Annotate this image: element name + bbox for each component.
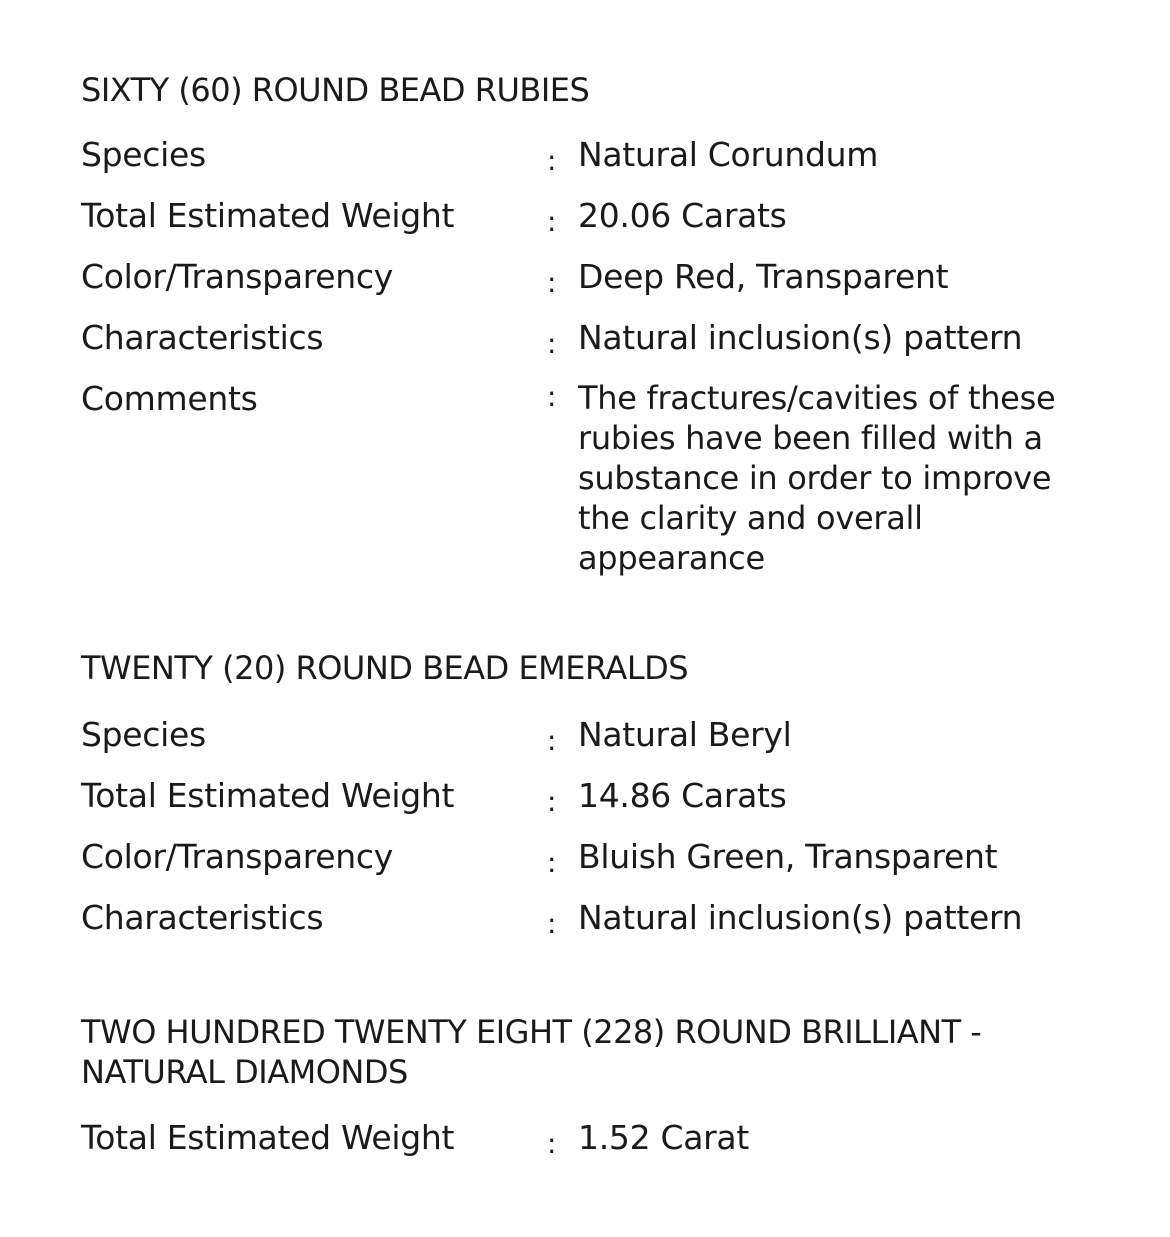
comments-line: appearance (578, 539, 765, 577)
field-label: Characteristics (81, 318, 324, 357)
comments-line: rubies have been filled with a (578, 419, 1043, 457)
row-total-weight (0, 194, 1170, 238)
field-label: Species (81, 715, 206, 754)
field-separator: : (547, 327, 557, 360)
field-separator: : (547, 907, 557, 940)
field-separator: : (547, 266, 557, 299)
field-label: Total Estimated Weight (81, 776, 455, 815)
section-title-diamonds-line-1: TWO HUNDRED TWENTY EIGHT (228) ROUND BRILLIANT - (81, 1013, 982, 1051)
comments-text (578, 378, 1138, 578)
row-species (0, 133, 1170, 177)
section-title-diamonds-line-2: NATURAL DIAMONDS (81, 1053, 408, 1091)
field-value: 20.06 Carats (578, 196, 787, 235)
field-value: Deep Red, Transparent (578, 257, 949, 296)
field-value: Natural Corundum (578, 135, 879, 174)
row-color-transparency (0, 835, 1170, 879)
field-separator: : (547, 144, 557, 177)
row-comments (0, 377, 1170, 587)
row-color-transparency (0, 255, 1170, 299)
row-characteristics (0, 316, 1170, 360)
comments-line: substance in order to improve (578, 459, 1052, 497)
field-value: 1.52 Carat (578, 1118, 749, 1157)
field-separator: : (547, 724, 557, 757)
comments-line: The fractures/cavities of these (578, 379, 1056, 417)
field-separator: : (547, 205, 557, 238)
row-characteristics (0, 896, 1170, 940)
field-value: Natural inclusion(s) pattern (578, 318, 1023, 357)
field-separator: : (547, 846, 557, 879)
field-label: Color/Transparency (81, 837, 393, 876)
comments-line: the clarity and overall (578, 499, 923, 537)
field-label: Species (81, 135, 206, 174)
field-value: 14.86 Carats (578, 776, 787, 815)
field-separator: : (547, 785, 557, 818)
field-separator: : (547, 380, 557, 413)
field-value: Natural inclusion(s) pattern (578, 898, 1023, 937)
field-label: Characteristics (81, 898, 324, 937)
field-label: Total Estimated Weight (81, 1118, 455, 1157)
field-label: Comments (81, 379, 258, 418)
field-label: Color/Transparency (81, 257, 393, 296)
section-title-emeralds: TWENTY (20) ROUND BEAD EMERALDS (81, 649, 689, 687)
field-value: Natural Beryl (578, 715, 792, 754)
field-value: Bluish Green, Transparent (578, 837, 998, 876)
row-total-weight (0, 774, 1170, 818)
row-species (0, 713, 1170, 757)
section-title-rubies: SIXTY (60) ROUND BEAD RUBIES (81, 71, 590, 109)
row-total-weight (0, 1116, 1170, 1160)
field-separator: : (547, 1127, 557, 1160)
field-label: Total Estimated Weight (81, 196, 455, 235)
